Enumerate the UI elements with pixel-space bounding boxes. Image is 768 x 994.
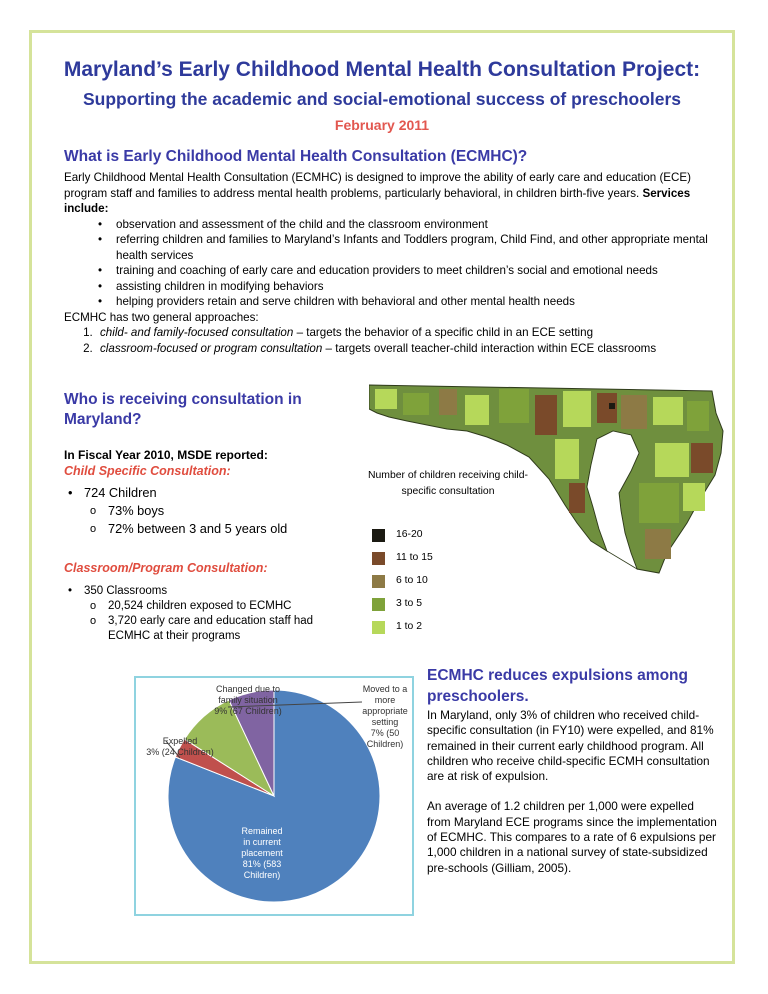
list-item: • observation and assessment of the child and the classroom environment <box>100 217 724 233</box>
list-item: o 20,524 children exposed to ECMHC <box>64 599 354 614</box>
pie-label-moved: Moved to a more appropriate setting 7% (50 Children) <box>362 684 408 749</box>
services-label: Services include: <box>64 186 691 215</box>
legend-label: 6 to 10 <box>396 575 428 586</box>
list-item: o 3,720 early care and education staff had ECMHC at their programs <box>64 614 354 644</box>
map-legend-title: Number of children receiving child-specific consultation <box>368 470 528 497</box>
services-list <box>64 217 724 310</box>
legend-swatch <box>372 575 385 588</box>
section-heading-who: Who is receiving consultation in Maryland? <box>64 391 302 428</box>
class-consultation-label: Classroom/Program Consultation: <box>64 561 268 575</box>
legend-swatch <box>372 552 385 565</box>
pie-label-remained: Remained in current placement 81% (583 Children) <box>241 826 283 880</box>
section-heading-what: What is Early Childhood Mental Health Consultation (ECMHC)? <box>64 148 528 165</box>
expulsions-text <box>427 708 717 891</box>
list-item: • referring children and families to Maryland’s Infants and Toddlers program, Child Find, and other appropriate mental health services <box>100 232 724 263</box>
intro-block <box>64 170 724 356</box>
pie-label-family: Changed due to family situation 9% (67 Children) <box>214 684 282 716</box>
page-subtitle: Supporting the academic and social-emotional success of preschoolers <box>82 89 682 109</box>
page-title: Maryland’s Early Childhood Mental Health Consultation Project: <box>63 58 701 81</box>
fy-note: In Fiscal Year 2010, MSDE reported: <box>64 448 268 462</box>
expulsions-paragraph-2: An average of 1.2 children per 1,000 were expelled from Maryland ECE programs since the implementation of ECMHC. This compares to a rate of 6 expulsions per 1,000 children in a national survey of state-subsidized pre-schools (Gilliam, 2005). <box>427 799 717 875</box>
list-item: • 350 Classrooms <box>64 584 354 599</box>
approaches-list <box>64 325 724 356</box>
legend-label: 3 to 5 <box>396 598 422 609</box>
approaches-intro: ECMHC has two general approaches: <box>64 310 259 324</box>
list-item: 2. classroom-focused or program consultation – targets overall teacher-child interaction within ECE classrooms <box>96 341 724 357</box>
list-item: 1. child- and family-focused consultation – targets the behavior of a specific child in an ECE setting <box>96 325 724 341</box>
legend-swatch <box>372 529 385 542</box>
list-item: o 73% boys <box>64 502 287 520</box>
legend-label: 11 to 15 <box>396 552 433 563</box>
list-item: o 72% between 3 and 5 years old <box>64 520 287 538</box>
legend-swatch <box>372 598 385 611</box>
legend-swatch <box>372 621 385 634</box>
page-date: February 2011 <box>334 117 430 133</box>
child-consultation-list <box>64 484 287 538</box>
list-item: • assisting children in modifying behaviors <box>100 279 724 295</box>
pie-label-expelled: Expelled 3% (24 Children) <box>146 736 214 757</box>
intro-paragraph: Early Childhood Mental Health Consultation (ECMHC) is designed to improve the ability of early care and education (ECE) program staff and families to address mental health problems, particularly behavioral, in children birth-five years. Services include: <box>64 171 692 215</box>
pie-chart-box <box>134 676 414 916</box>
legend-label: 1 to 2 <box>396 621 422 632</box>
list-item: • helping providers retain and serve children with behavioral and other mental health needs <box>100 294 724 310</box>
list-item: • 724 Children <box>64 484 287 502</box>
section-heading-expulsions: ECMHC reduces expulsions among preschoolers. <box>427 667 688 705</box>
legend-label: 16-20 <box>396 529 423 540</box>
class-consultation-list <box>64 584 354 644</box>
list-item: • training and coaching of early care and education providers to meet children’s social and emotional needs <box>100 263 724 279</box>
child-consultation-label: Child Specific Consultation: <box>64 464 231 478</box>
expulsions-paragraph-1: In Maryland, only 3% of children who received child-specific consultation (in FY10) were expelled, and 81% remained in their current early childhood program. All children who receive child-specific ECMH consultation are at risk of expulsion. <box>427 708 714 784</box>
